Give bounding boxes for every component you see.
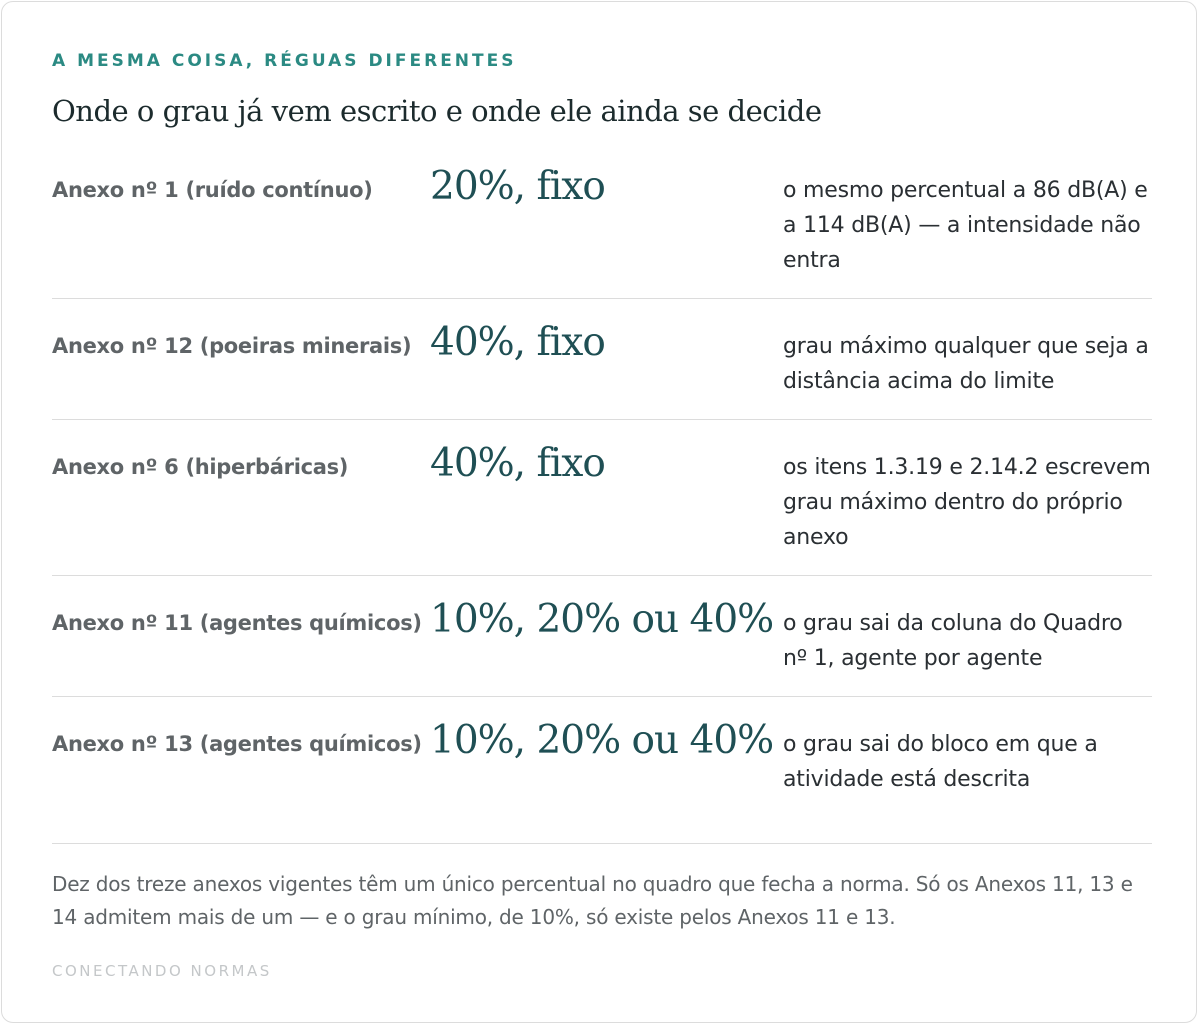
divider [52,696,1152,697]
annex-name: Anexo nº 11 (agentes químicos) [52,611,422,635]
annex-name: Anexo nº 1 (ruído contínuo) [52,178,373,202]
kicker: A MESMA COISA, RÉGUAS DIFERENTES [52,51,517,71]
annex-grade: 10%, 20% ou 40% [430,718,774,763]
annex-description: grau máximo qualquer que seja a distância acima do limite [783,334,1149,394]
footnote: Dez dos treze anexos vigentes têm um único percentual no quadro que fecha a norma. Só os Anexos 11, 13 e 14 admitem mais de um — e o grau mínimo, de 10%, só existe pelos Anexos 11 e 13. [52,872,1133,929]
annex-description: o grau sai do bloco em que a atividade está descrita [783,732,1098,792]
brand-footer: CONECTANDO NORMAS [52,962,272,980]
divider [52,843,1152,844]
annex-name: Anexo nº 12 (poeiras minerais) [52,334,412,358]
annex-grade: 40%, fixo [430,320,605,365]
annex-grade: 10%, 20% ou 40% [430,597,774,642]
annex-description: o mesmo percentual a 86 dB(A) e a 114 dB(A) — a intensidade não entra [783,178,1148,273]
annex-grade: 20%, fixo [430,164,605,209]
card [1,1,1197,1023]
divider [52,298,1152,299]
divider [52,575,1152,576]
annex-name: Anexo nº 13 (agentes químicos) [52,732,422,756]
annex-name: Anexo nº 6 (hiperbáricas) [52,455,349,479]
annex-description: os itens 1.3.19 e 2.14.2 escrevem grau máximo dentro do próprio anexo [783,455,1151,550]
annex-description: o grau sai da coluna do Quadro nº 1, agente por agente [783,611,1123,671]
divider [52,419,1152,420]
annex-grade: 40%, fixo [430,441,605,486]
page-title: Onde o grau já vem escrito e onde ele ainda se decide [52,94,822,128]
